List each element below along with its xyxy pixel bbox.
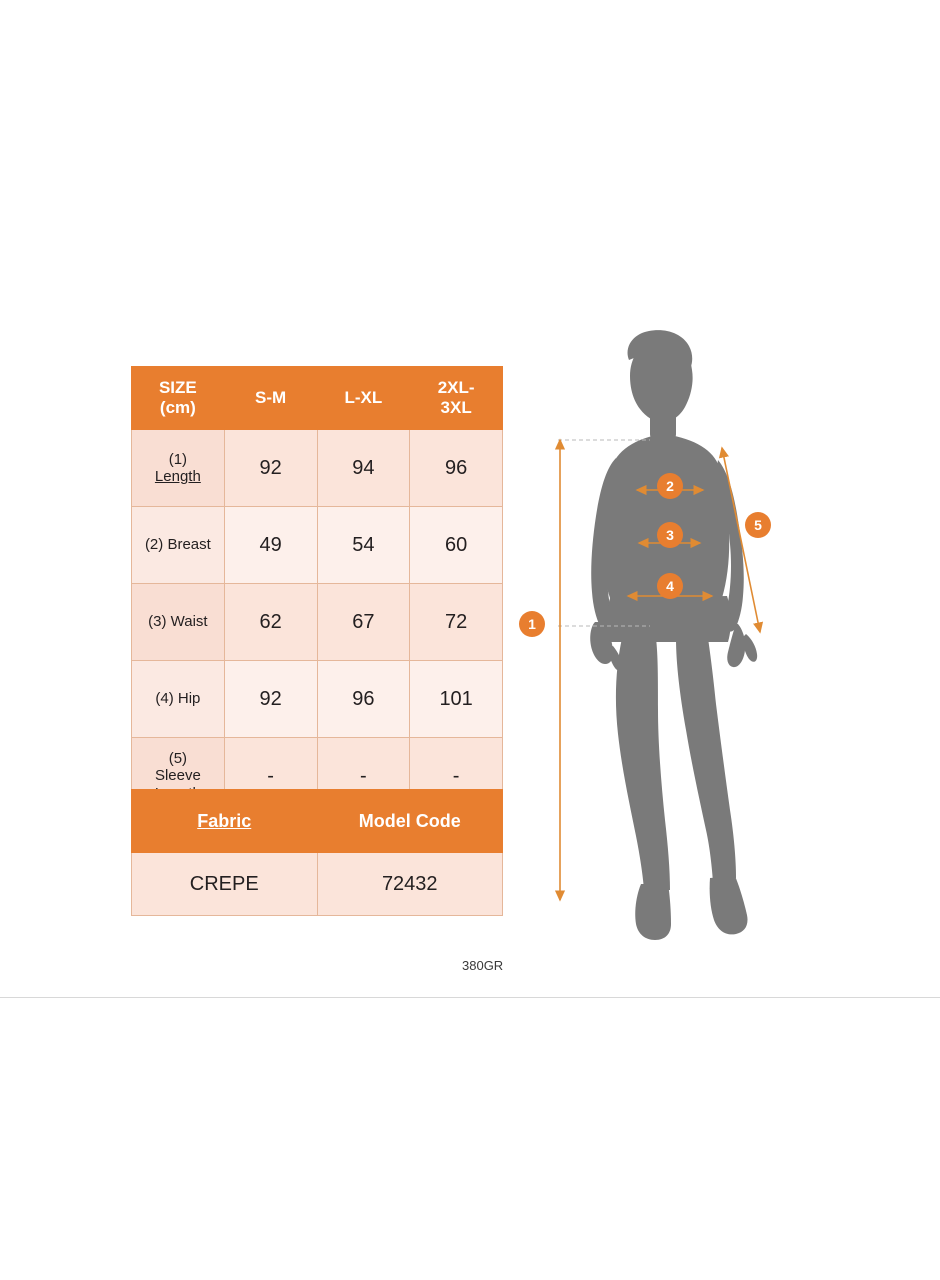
column-header-model-code <box>317 790 503 853</box>
cell-breast-lxl: 54 <box>317 507 410 584</box>
measurement-arrows <box>510 330 840 960</box>
table-row <box>132 430 503 507</box>
cell-length-2xl3xl: 96 <box>410 430 503 507</box>
row-label-waist: (3) Waist <box>132 584 225 661</box>
arrow-sleeve-length <box>722 448 760 632</box>
badge-3: 3 <box>657 522 683 548</box>
size-chart-header <box>132 367 503 430</box>
cell-sleeve-lxl: - <box>317 738 410 815</box>
badge-5: 5 <box>745 512 771 538</box>
row-label-length-line1: (1) <box>168 450 188 468</box>
table-header-row <box>132 367 503 430</box>
cell-fabric-value: CREPE <box>132 853 318 916</box>
cell-sleeve-sm: - <box>224 738 317 815</box>
fabric-header-row <box>132 790 503 853</box>
column-header-size <box>132 367 225 430</box>
cell-waist-2xl3xl: 72 <box>410 584 503 661</box>
column-header-fabric <box>132 790 318 853</box>
row-label-sleeve-line2: Sleeve <box>154 767 201 785</box>
fabric-model-table <box>131 789 503 916</box>
column-header-size-line2: (cm) <box>159 398 196 417</box>
row-label-length-line2: Length <box>154 468 201 485</box>
row-label-hip: (4) Hip <box>132 661 225 738</box>
cell-hip-sm: 92 <box>224 661 317 738</box>
cell-length-sm: 92 <box>224 430 317 507</box>
column-header-2xl3xl-line2: 3XL <box>440 398 472 417</box>
fabric-value-row <box>132 853 503 916</box>
table-row <box>132 661 503 738</box>
row-label-sleeve-line1: (5) <box>168 750 188 768</box>
size-chart-table <box>131 366 503 815</box>
badge-1: 1 <box>519 611 545 637</box>
row-label-breast: (2) Breast <box>132 507 225 584</box>
badge-4: 4 <box>657 573 683 599</box>
table-row <box>132 507 503 584</box>
footer-divider <box>0 997 940 998</box>
column-header-2xl3xl <box>410 367 503 430</box>
row-label-length <box>132 430 225 507</box>
cell-hip-2xl3xl: 101 <box>410 661 503 738</box>
measurement-figure <box>510 330 840 960</box>
column-header-lxl: L-XL <box>317 367 410 430</box>
size-chart-body <box>132 430 503 815</box>
weight-note: 380GR <box>462 958 504 973</box>
cell-breast-2xl3xl: 60 <box>410 507 503 584</box>
column-header-size-line1: SIZE <box>158 378 197 398</box>
cell-waist-lxl: 67 <box>317 584 410 661</box>
column-header-2xl3xl-line1: 2XL- <box>437 378 475 398</box>
cell-waist-sm: 62 <box>224 584 317 661</box>
badge-2: 2 <box>657 473 683 499</box>
cell-model-code-value: 72432 <box>317 853 503 916</box>
cell-hip-lxl: 96 <box>317 661 410 738</box>
cell-breast-sm: 49 <box>224 507 317 584</box>
column-header-fabric-text: Fabric <box>197 810 252 831</box>
cell-sleeve-2xl3xl: - <box>410 738 503 815</box>
column-header-sm: S-M <box>224 367 317 430</box>
table-row <box>132 584 503 661</box>
column-header-model-code-text: Model Code <box>358 810 461 831</box>
cell-length-lxl: 94 <box>317 430 410 507</box>
